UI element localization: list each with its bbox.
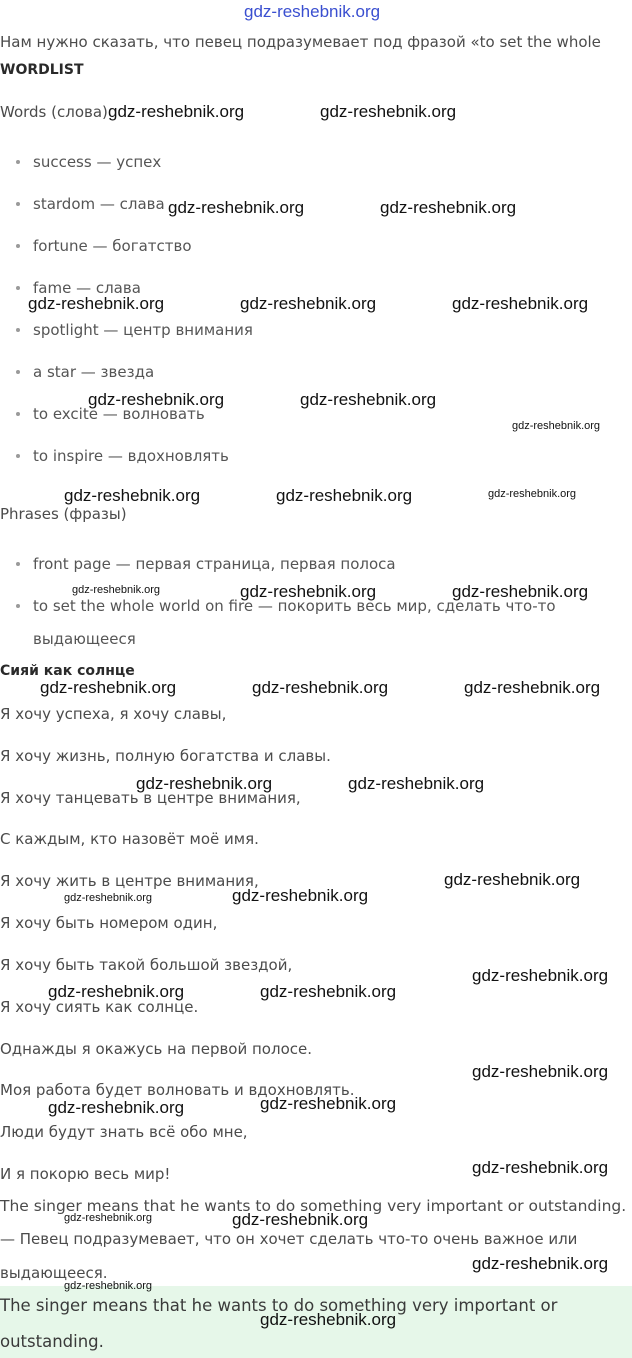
watermark: gdz-reshebnik.org [276,486,413,505]
watermark: gdz-reshebnik.org [452,294,589,313]
watermark: gdz-reshebnik.org [240,582,377,601]
word-item: a star — звезда [33,363,155,381]
song-line: Моя работа будет волновать и вдохновлять. [0,1081,355,1099]
phrases-label: Phrases (фразы) [0,505,127,523]
bullet-icon [16,160,20,164]
song-line: Люди будут знать всё обо мне, [0,1123,248,1141]
song-line: Я хочу сиять как солнце. [0,998,199,1016]
watermark: gdz-reshebnik.org [512,420,601,432]
song-line: И я покорю весь мир! [0,1165,171,1183]
watermark: gdz-reshebnik.org [88,390,225,409]
phrase-item-continuation: выдающееся [33,630,136,648]
watermark: gdz-reshebnik.org [40,678,177,697]
watermark: gdz-reshebnik.org [64,1212,153,1224]
final-answer-line: The singer means that he wants to do something very important or [0,1296,558,1315]
word-item: fortune — богатство [33,237,192,255]
watermark: gdz-reshebnik.org [472,1062,609,1081]
watermark: gdz-reshebnik.org [472,1254,609,1273]
song-line: Я хочу успеха, я хочу славы, [0,705,227,723]
watermark: gdz-reshebnik.org [472,1158,609,1177]
song-line: Я хочу танцевать в центре внимания, [0,789,301,807]
watermark: gdz-reshebnik.org [300,390,437,409]
watermark: gdz-reshebnik.org [348,774,485,793]
watermark: gdz-reshebnik.org [48,1098,185,1117]
word-item: to excite — волновать [33,405,205,423]
bullet-icon [16,412,20,416]
watermark: gdz-reshebnik.org [64,892,153,904]
watermark: gdz-reshebnik.org [48,982,185,1001]
watermark: gdz-reshebnik.org [72,584,161,596]
watermark: gdz-reshebnik.org [380,198,517,217]
watermark: gdz-reshebnik.org [260,982,397,1001]
watermark: gdz-reshebnik.org [168,198,305,217]
answer-english: The singer means that he wants to do something very important or outstanding. [0,1197,627,1215]
final-answer-line: outstanding. [0,1332,104,1351]
bullet-icon [16,454,20,458]
watermark: gdz-reshebnik.org [260,1094,397,1113]
watermark: gdz-reshebnik.org [136,774,273,793]
watermark: gdz-reshebnik.org [232,886,369,905]
answer-russian-line: — Певец подразумевает, что он хочет сделать что-то очень важное или [0,1230,578,1248]
watermark: gdz-reshebnik.org [240,294,377,313]
word-item: to inspire — вдохновлять [33,447,229,465]
song-line: Я хочу жизнь, полную богатства и славы. [0,747,331,765]
word-item: spotlight — центр внимания [33,321,253,339]
answer-russian-line: выдающееся. [0,1264,108,1282]
watermark: gdz-reshebnik.org [260,1310,397,1329]
phrase-item: to set the whole world on fire — покорить весь мир, сделать что-то [33,597,556,615]
watermark: gdz-reshebnik.org [464,678,601,697]
watermark: gdz-reshebnik.org [444,870,581,889]
wordlist-title: WORDLIST [0,62,84,78]
watermark: gdz-reshebnik.org [488,488,577,500]
song-line: Я хочу быть такой большой звездой, [0,956,293,974]
watermark: gdz-reshebnik.org [64,486,201,505]
top-watermark: gdz-reshebnik.org [244,2,381,21]
watermark: gdz-reshebnik.org [232,1210,369,1229]
word-item: stardom — слава [33,195,165,213]
word-item: success — успех [33,153,162,171]
song-line: Я хочу жить в центре внимания, [0,872,259,890]
intro-line: Нам нужно сказать, что певец подразумевает под фразой «to set the whole [0,33,601,51]
bullet-icon [16,202,20,206]
bullet-icon [16,244,20,248]
bullet-icon [16,286,20,290]
watermark: gdz-reshebnik.org [320,102,457,121]
bullet-icon [16,604,20,608]
song-line: Я хочу быть номером один, [0,914,218,932]
watermark: gdz-reshebnik.org [108,102,245,121]
words-label: Words (слова) [0,103,108,121]
watermark: gdz-reshebnik.org [252,678,389,697]
bullet-icon [16,370,20,374]
word-item: fame — слава [33,279,141,297]
song-line: С каждым, кто назовёт моё имя. [0,830,259,848]
watermark: gdz-reshebnik.org [452,582,589,601]
bullet-icon [16,562,20,566]
song-title: Сияй как солнце [0,663,135,679]
watermark: gdz-reshebnik.org [472,966,609,985]
bullet-icon [16,328,20,332]
watermark: gdz-reshebnik.org [64,1280,153,1292]
song-line: Однажды я окажусь на первой полосе. [0,1040,312,1058]
phrase-item: front page — первая страница, первая полоса [33,555,396,573]
watermark: gdz-reshebnik.org [28,294,165,313]
